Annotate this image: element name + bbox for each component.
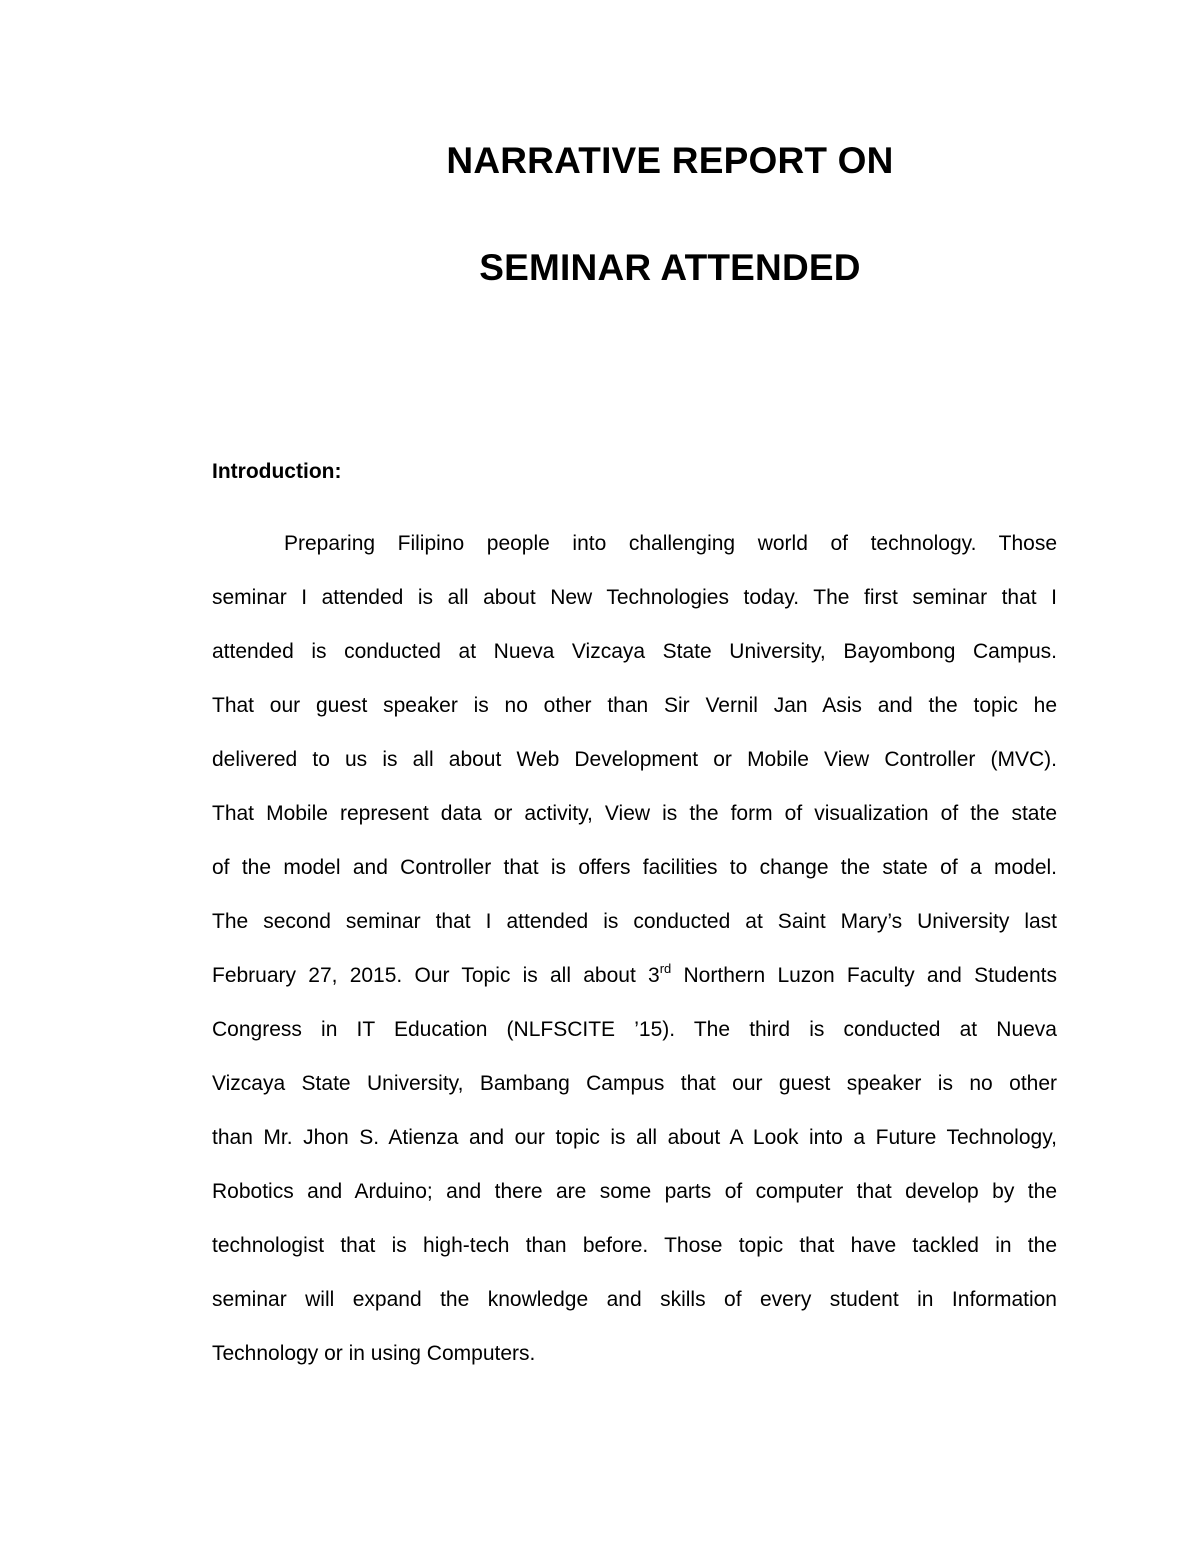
paragraph-line-7: of the model and Controller that is offers facilities to change the state of a model. [212,856,1057,879]
paragraph-line-10: Congress in IT Education (NLFSCITE ’15). The third is conducted at Nueva [212,1018,1057,1041]
paragraph-line-9-start: February 27, 2015. Our Topic is all about 3 [212,964,660,987]
paragraph-line-16: Technology or in using Computers. [212,1342,536,1365]
paragraph-line-13: Robotics and Arduino; and there are some parts of computer that develop by the [212,1180,1057,1203]
section-heading-introduction: Introduction: [212,460,342,483]
paragraph-line-4: That our guest speaker is no other than Sir Vernil Jan Asis and the topic he [212,694,1057,717]
ordinal-suffix: rd [659,961,672,976]
paragraph-line-11: Vizcaya State University, Bambang Campus that our guest speaker is no other [212,1072,1057,1095]
paragraph-line-6: That Mobile represent data or activity, View is the form of visualization of the state [212,802,1057,825]
paragraph-line-12: than Mr. Jhon S. Atienza and our topic is all about A Look into a Future Technology, [212,1126,1057,1149]
paragraph-line-8: The second seminar that I attended is conducted at Saint Mary’s University last [212,910,1057,933]
paragraph-line-1: Preparing Filipino people into challenging world of technology. Those [284,532,1057,555]
paragraph-line-15: seminar will expand the knowledge and skills of every student in Information [212,1288,1057,1311]
paragraph-line-9-end: Northern Luzon Faculty and Students [671,964,1057,987]
document-title-line-2: SEMINAR ATTENDED [479,247,861,288]
document-title-line-1: NARRATIVE REPORT ON [446,140,894,181]
paragraph-line-5: delivered to us is all about Web Development or Mobile View Controller (MVC). [212,748,1057,771]
paragraph-line-3: attended is conducted at Nueva Vizcaya State University, Bayombong Campus. [212,640,1057,663]
paragraph-line-2: seminar I attended is all about New Technologies today. The first seminar that I [212,586,1057,609]
paragraph-line-9 [212,961,1057,991]
paragraph-line-14: technologist that is high-tech than before. Those topic that have tackled in the [212,1234,1057,1257]
